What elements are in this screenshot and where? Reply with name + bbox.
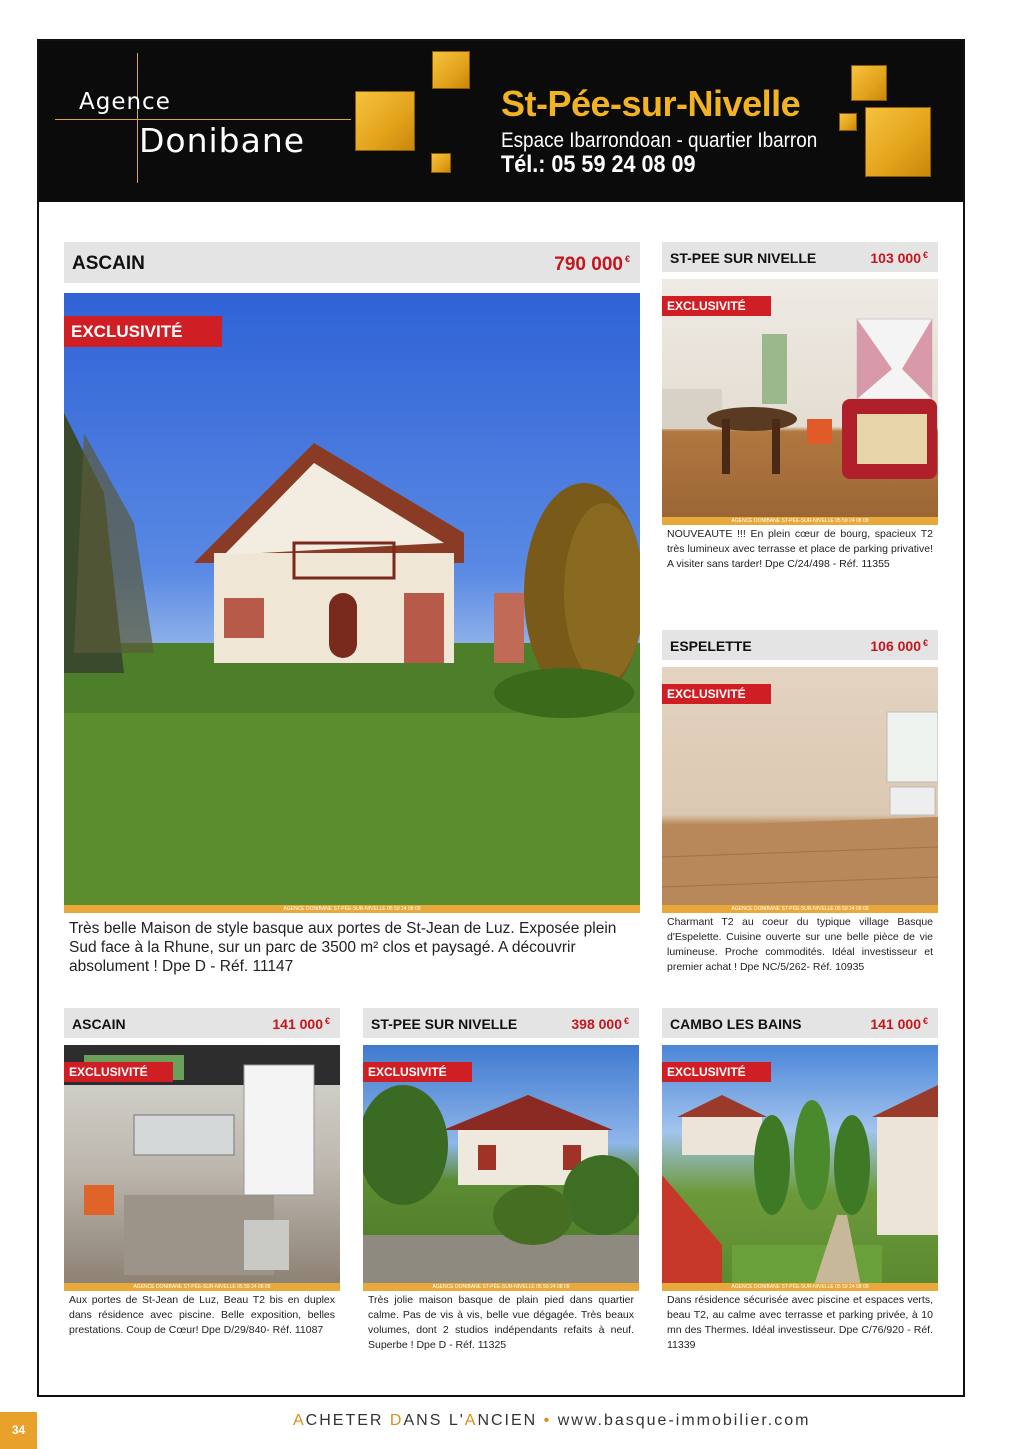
listing-title-bar xyxy=(662,1008,938,1038)
listing-price: 141 000 € xyxy=(272,1016,330,1032)
listing-title-bar xyxy=(363,1008,639,1038)
listing-photo-house[interactable] xyxy=(64,293,640,913)
listing-title-bar xyxy=(64,1008,340,1038)
listing-location: ST-PEE SUR NIVELLE xyxy=(371,1016,518,1032)
photo-credit: AGENCE DONIBANE ST-PÉE-SUR-NIVELLE 05 59 24 08 09 xyxy=(662,905,938,913)
website-link[interactable]: www.basque-immobilier.com xyxy=(557,1412,811,1429)
logo-square xyxy=(865,107,931,177)
photo-credit: AGENCE DONIBANE ST-PÉE-SUR-NIVELLE 05 59 24 08 09 xyxy=(363,1283,639,1291)
listing-description: Dans résidence sécurisée avec piscine et espaces verts, beau T2, au calme avec terrasse et parking privée, à 10 mn des Thermes. Idéal investisseur. Dpe C/76/920 - Réf. 11339 xyxy=(667,1294,933,1351)
listing-price: 103 000 € xyxy=(870,250,928,266)
photo-credit: AGENCE DONIBANE ST-PÉE-SUR-NIVELLE 05 59 24 08 09 xyxy=(64,1283,340,1291)
exclusivity-badge: EXCLUSIVITÉ xyxy=(64,316,222,347)
listing-photo-residence[interactable] xyxy=(662,1045,938,1291)
footer-word: CHETER xyxy=(305,1412,390,1429)
listing-description: Très jolie maison basque de plain pied dans quartier calme. Pas de vis à vis, belle vue dégagée. Très beaux volumes, dont 2 studios indépendants refaits à neuf. Superbe ! Dpe D - Réf. 11325 xyxy=(368,1294,634,1351)
listing-description: NOUVEAUTE !!! En plein cœur de bourg, spacieux T2 très lumineux avec terrasse et place de parking privative! A visiter sans tarder! Dpe C/24/498 - Réf. 11355 xyxy=(667,528,933,570)
listing-location: ASCAIN xyxy=(72,253,145,274)
logo-square xyxy=(839,113,857,131)
footer-word: ANS L' xyxy=(403,1412,465,1429)
listing-location: ST-PEE SUR NIVELLE xyxy=(670,250,817,266)
listing-title-bar xyxy=(662,630,938,660)
office-name: St-Pée-sur-Nivelle xyxy=(501,83,801,124)
listing-price: 141 000 € xyxy=(870,1016,928,1032)
listing-title-bar xyxy=(64,242,640,283)
listing-price: 398 000 € xyxy=(571,1016,629,1032)
footer-initial: A xyxy=(464,1412,478,1429)
listing-location: ESPELETTE xyxy=(670,638,752,654)
footer-separator: • xyxy=(543,1412,552,1429)
listing-description: Aux portes de St-Jean de Luz, Beau T2 bis en duplex dans résidence avec piscine. Belle exposition, belles prestations. Coup de Cœur! Dpe D/29/840- Réf. 11087 xyxy=(69,1294,335,1336)
agency-prefix: Agence xyxy=(79,89,171,115)
listing-description: Très belle Maison de style basque aux portes de St-Jean de Luz. Exposée plein Sud face à la Rhune, sur un parc de 3500 m² clos et paysagé. A découvrir absolument ! Dpe D - Réf. 11147 xyxy=(69,920,617,975)
footer-initial: A xyxy=(293,1412,306,1429)
logo-line-vertical xyxy=(137,53,138,183)
listing-price: 790 000 € xyxy=(554,254,630,275)
exclusivity-badge: EXCLUSIVITÉ xyxy=(363,1062,472,1082)
exclusivity-badge: EXCLUSIVITÉ xyxy=(662,684,771,704)
listing-photo-duplex[interactable] xyxy=(64,1045,340,1291)
listing-location: CAMBO LES BAINS xyxy=(670,1016,802,1032)
page-number: 34 xyxy=(0,1412,37,1449)
photo-credit: AGENCE DONIBANE ST-PÉE-SUR-NIVELLE 05 59 24 08 09 xyxy=(662,517,938,525)
logo-square xyxy=(851,65,887,101)
listing-description: Charmant T2 au coeur du typique village Basque d'Espelette. Cuisine ouverte sur une belle pièce de vie lumineuse. Proche commodités. Idéal investisseur et premier achat ! Dpe NC/5/262- Réf. 10935 xyxy=(667,916,933,973)
photo-credit: AGENCE DONIBANE ST-PÉE-SUR-NIVELLE 05 59 24 08 09 xyxy=(662,1283,938,1291)
exclusivity-badge: EXCLUSIVITÉ xyxy=(662,1062,771,1082)
house-illustration xyxy=(64,293,640,913)
logo-square xyxy=(355,91,415,151)
logo-line-horizontal xyxy=(55,119,351,120)
office-phone: Tél.: 05 59 24 08 09 xyxy=(501,151,696,178)
exclusivity-badge: EXCLUSIVITÉ xyxy=(64,1062,173,1082)
listing-title-bar xyxy=(662,242,938,272)
logo-square xyxy=(432,51,470,89)
listing-price: 106 000 € xyxy=(870,638,928,654)
footer-initial: D xyxy=(389,1412,404,1429)
photo-credit: AGENCE DONIBANE ST-PÉE-SUR-NIVELLE 05 59 24 08 09 xyxy=(64,905,640,913)
agency-name: Donibane xyxy=(139,121,306,160)
logo-square xyxy=(431,153,451,173)
footer-word: NCIEN xyxy=(477,1412,538,1429)
listing-photo-basque-house[interactable] xyxy=(363,1045,639,1291)
listing-photo-empty-room[interactable] xyxy=(662,667,938,913)
agency-header xyxy=(39,41,963,202)
footer-tagline xyxy=(293,1412,810,1430)
listing-photo-living-room[interactable] xyxy=(662,279,938,525)
listing-location: ASCAIN xyxy=(72,1016,126,1032)
exclusivity-badge: EXCLUSIVITÉ xyxy=(662,296,771,316)
office-address: Espace Ibarrondoan - quartier Ibarron xyxy=(501,129,818,152)
